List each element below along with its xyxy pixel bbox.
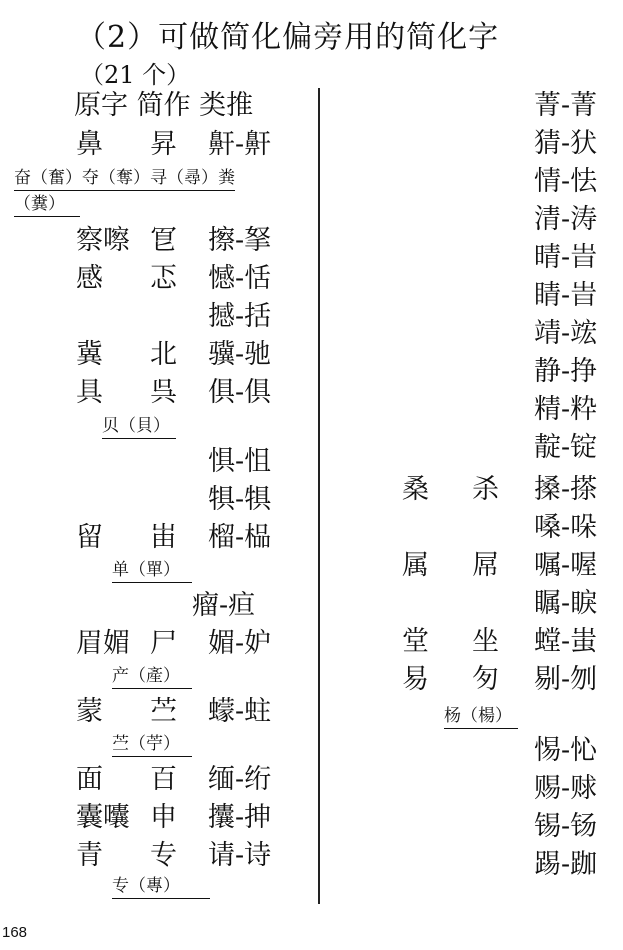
note-underlined: 苎（苧） <box>112 732 192 757</box>
derived-pair: 鼾-鼾 <box>208 129 272 160</box>
derived-pair: 攮-抻 <box>208 802 272 833</box>
derived-pair: 缅-绗 <box>208 764 272 795</box>
simplified-char: 杀 <box>472 474 499 505</box>
derived-pair: 嗓-哚 <box>534 512 598 543</box>
original-char: 感 <box>76 263 103 294</box>
derived-pair: 静-挣 <box>534 356 598 387</box>
simplified-char: 坐 <box>472 626 499 657</box>
simplified-char: 呉 <box>150 377 177 408</box>
table-row <box>0 299 318 335</box>
simplified-char: 屌 <box>472 550 499 581</box>
page-number: 168 <box>2 924 28 941</box>
note-underlined: 产（產） <box>112 664 192 689</box>
table-row <box>0 127 318 163</box>
simplified-char: 申 <box>150 802 177 833</box>
original-char: 留 <box>76 522 103 553</box>
simplified-char: 尸 <box>150 628 177 659</box>
note-underlined: 贝（貝） <box>102 414 176 439</box>
simplified-char: 峀 <box>150 522 177 553</box>
derived-pair: 靛-锭 <box>534 432 598 463</box>
derived-pair: 螳-蚩 <box>534 626 598 657</box>
original-char: 堂 <box>402 626 429 657</box>
table-row <box>320 202 620 238</box>
derived-pair: 惕-㤈 <box>534 735 598 766</box>
table-row <box>320 240 620 276</box>
derived-pair: 请-诗 <box>208 840 272 871</box>
table-row <box>320 586 620 622</box>
derived-pair: 剔-刎 <box>534 664 598 695</box>
simplified-char: 百 <box>150 764 177 795</box>
table-row <box>320 316 620 352</box>
derived-pair: 精-粋 <box>534 394 598 425</box>
simplified-char: 冟 <box>150 225 177 256</box>
derived-pair: 猜-犾 <box>534 128 598 159</box>
derived-pair: 榴-榀 <box>208 522 272 553</box>
original-char: 青 <box>76 840 103 871</box>
simplified-char: 匇 <box>472 664 499 695</box>
table-row <box>320 354 620 390</box>
derived-pair: 清-涛 <box>534 204 598 235</box>
derived-pair: 嘱-喔 <box>534 550 598 581</box>
derived-pair: 媚-妒 <box>208 628 272 659</box>
note-underlined: 单（單） <box>112 558 192 583</box>
derived-pair: 蠓-蛀 <box>208 696 272 727</box>
table-row <box>320 624 620 660</box>
table-row <box>0 375 318 411</box>
table-row <box>320 126 620 162</box>
item-count: （21 个） <box>80 61 191 89</box>
table-row <box>320 733 620 769</box>
table-row <box>0 800 318 836</box>
table-row <box>320 88 620 124</box>
simplified-char: 专 <box>150 840 177 871</box>
table-row <box>320 430 620 466</box>
note-underlined: （糞） <box>14 192 80 217</box>
table-row <box>0 223 318 259</box>
derived-pair: 犋-犋 <box>208 484 272 515</box>
table-row <box>0 444 318 480</box>
derived-pair: 菁-菁 <box>534 90 598 121</box>
table-row <box>320 662 620 698</box>
table-row <box>0 694 318 730</box>
table-row <box>320 278 620 314</box>
original-char: 鼻 <box>76 129 103 160</box>
derived-pair: 擦-拏 <box>208 225 272 256</box>
table-row <box>0 626 318 662</box>
derived-pair: 赐-赇 <box>534 773 598 804</box>
original-char: 眉媚 <box>76 628 130 659</box>
derived-pair: 搡-搽 <box>534 474 598 505</box>
table-row <box>320 164 620 200</box>
derived-pair: 瘤-疸 <box>192 590 256 621</box>
table-row <box>0 482 318 518</box>
note-underlined: 奋（奮）夺（奪）寻（尋）粪 <box>14 166 235 191</box>
original-char: 蒙 <box>76 696 103 727</box>
original-char: 冀 <box>76 339 103 370</box>
section-title: （2）可做简化偏旁用的简化字 <box>76 20 500 55</box>
derived-pair: 瞩-睙 <box>534 588 598 619</box>
original-char: 易 <box>402 664 429 695</box>
derived-pair: 憾-恬 <box>208 263 272 294</box>
header-text: 原字 简作 类推 <box>74 90 254 121</box>
table-row <box>320 771 620 807</box>
table-row <box>320 847 620 883</box>
original-char: 察嚓 <box>76 225 130 256</box>
table-row <box>320 392 620 428</box>
derived-pair: 靖-竤 <box>534 318 598 349</box>
original-char: 桑 <box>402 474 429 505</box>
table-row <box>0 588 318 624</box>
table-row <box>320 472 620 508</box>
derived-pair: 惧-怚 <box>208 446 272 477</box>
note-underlined: 专（專） <box>112 874 210 899</box>
original-char: 囊囔 <box>76 802 130 833</box>
derived-pair: 晴-旹 <box>534 242 598 273</box>
simplified-char: 苎 <box>150 696 177 727</box>
derived-pair: 锡-钖 <box>534 811 598 842</box>
table-row <box>0 762 318 798</box>
derived-pair: 骥-驰 <box>208 339 272 370</box>
table-row <box>320 809 620 845</box>
table-row <box>320 548 620 584</box>
simplified-char: 忑 <box>150 263 177 294</box>
table-row <box>0 337 318 373</box>
derived-pair: 俱-俱 <box>208 377 272 408</box>
note-underlined: 杨（楊） <box>444 704 518 729</box>
table-row <box>0 838 318 874</box>
derived-pair: 情-怯 <box>534 166 598 197</box>
original-char: 属 <box>402 550 429 581</box>
table-row <box>0 261 318 297</box>
simplified-char: 北 <box>150 339 177 370</box>
derived-pair: 撼-括 <box>208 301 272 332</box>
original-char: 面 <box>76 764 103 795</box>
original-char: 具 <box>76 377 103 408</box>
derived-pair: 踢-跏 <box>534 849 598 880</box>
table-row <box>0 520 318 556</box>
derived-pair: 睛-旹 <box>534 280 598 311</box>
table-row <box>320 510 620 546</box>
simplified-char: 昇 <box>150 129 177 160</box>
